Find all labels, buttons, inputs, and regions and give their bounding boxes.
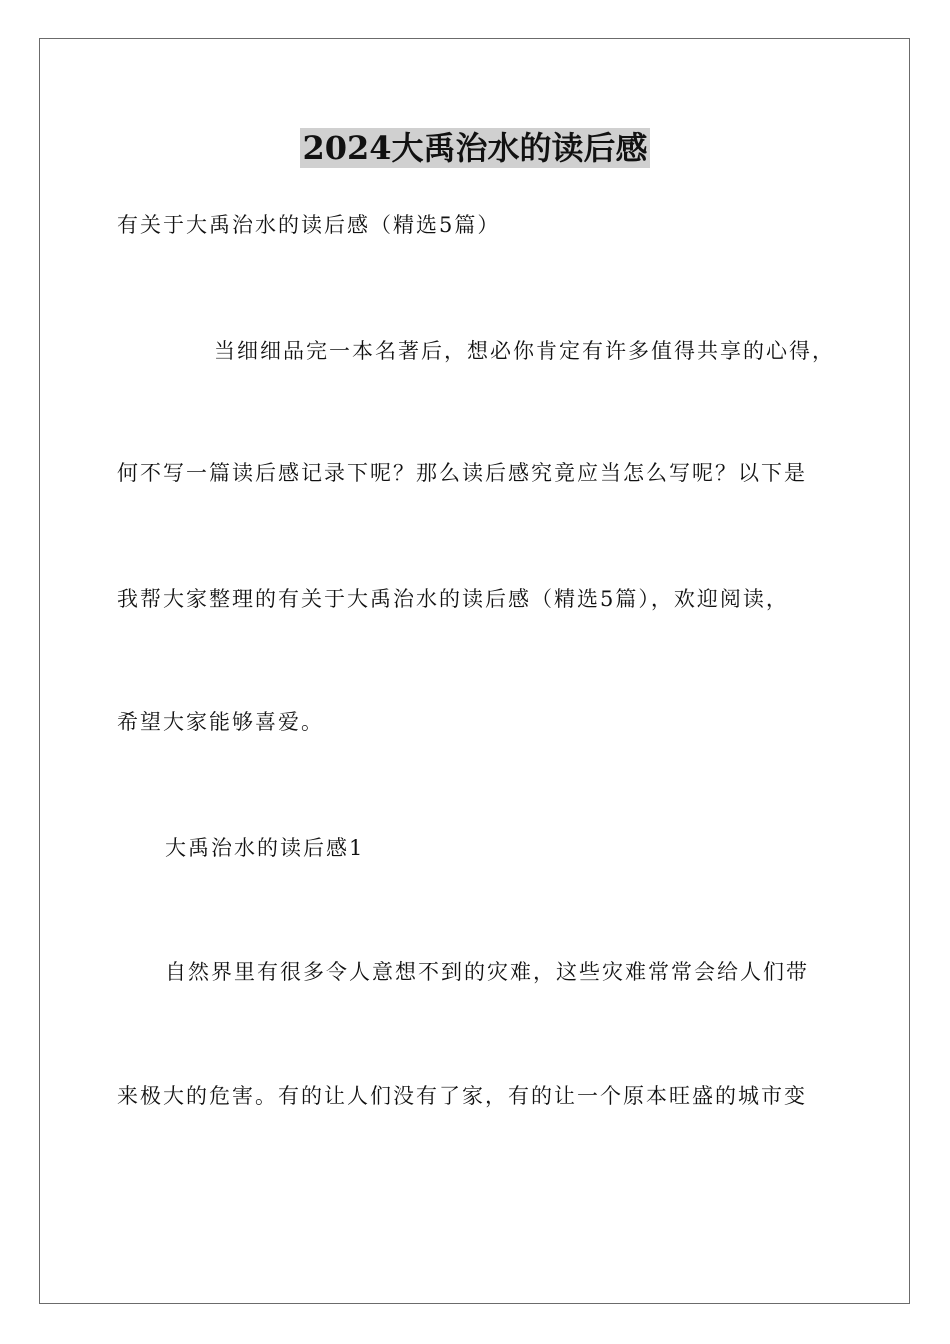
document-title: 2024大禹治水的读后感: [302, 129, 648, 167]
body-line-2: 来极大的危害。有的让人们没有了家，有的让一个原本旺盛的城市变: [117, 1084, 807, 1108]
document-subtitle: 有关于大禹治水的读后感（精选5篇）: [117, 213, 501, 237]
title-container: [0, 128, 950, 168]
intro-line-3: 我帮大家整理的有关于大禹治水的读后感（精选5篇），欢迎阅读，: [117, 587, 789, 611]
body-line-1: 自然界里有很多令人意想不到的灾难，这些灾难常常会给人们带: [165, 960, 809, 984]
intro-line-2: 何不写一篇读后感记录下呢？那么读后感究竟应当怎么写呢？以下是: [117, 461, 807, 485]
intro-line-1: 当细细品完一本名著后，想必你肯定有许多值得共享的心得，: [214, 339, 835, 363]
intro-line-4: 希望大家能够喜爱。: [117, 710, 324, 734]
section-heading: 大禹治水的读后感1: [165, 836, 365, 860]
